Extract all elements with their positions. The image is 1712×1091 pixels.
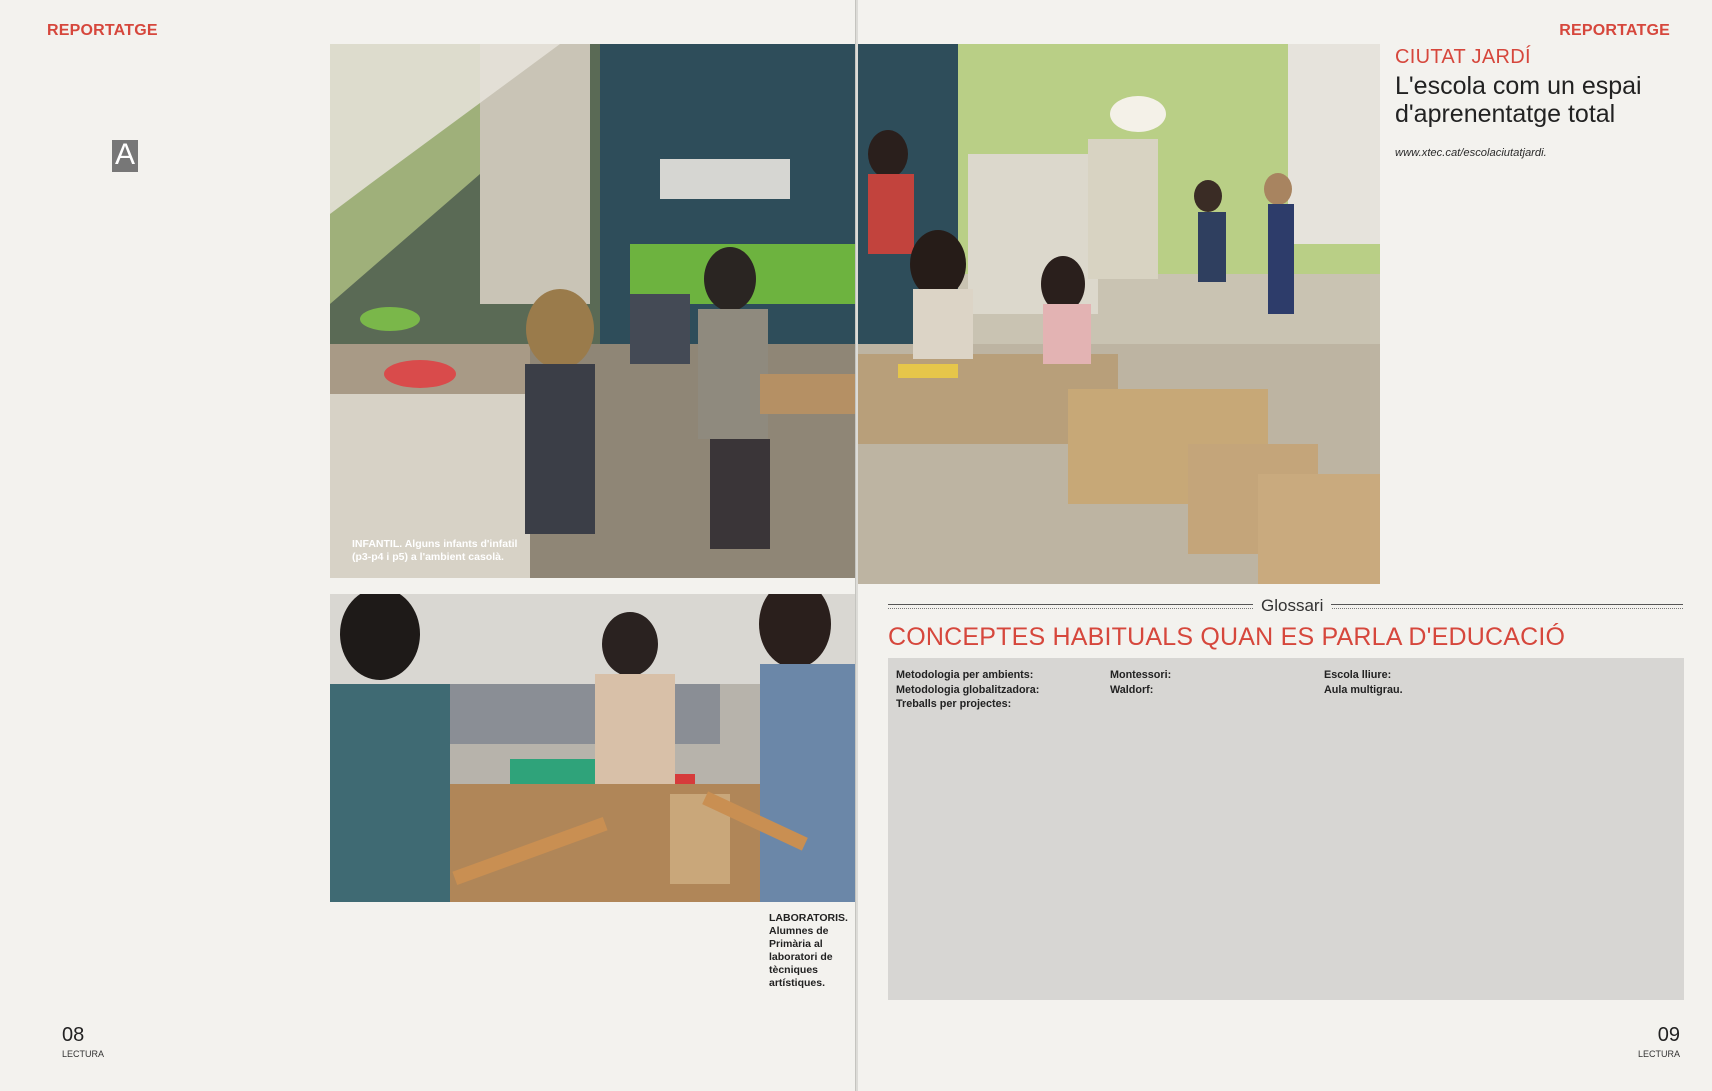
glossary-column-1	[896, 668, 1098, 712]
glossary-entry	[1110, 683, 1312, 698]
school-url: www.xtec.cat/escolaciutatjardi.	[1395, 147, 1547, 159]
article-headline: L'escola com un espai d'aprenentatge total	[1395, 72, 1642, 128]
photo-top-caption: INFANTIL. Alguns infants d'infatil (p3-p4 i p5) a l'ambient casolà.	[352, 538, 518, 563]
page-folio-right	[1638, 1025, 1680, 1059]
glossary-box	[888, 658, 1684, 1000]
article-intro	[1395, 146, 1677, 161]
glossary-term: Waldorf:	[1110, 683, 1154, 696]
page-number: 09	[1657, 1024, 1680, 1046]
glossary-entry	[1324, 668, 1526, 683]
page-number: 08	[62, 1024, 85, 1046]
article-kicker: CIUTAT JARDÍ	[1395, 46, 1531, 68]
glossary-term: Metodologia globalitzadora:	[896, 683, 1040, 696]
glossary-term: Escola lliure:	[1324, 669, 1392, 681]
magazine-name: LECTURA	[62, 1049, 105, 1059]
photo-classroom-environment	[858, 44, 1380, 584]
article-column-1	[112, 138, 315, 172]
glossary-entry	[896, 697, 1098, 712]
glossary-entry	[1110, 668, 1312, 683]
glossary-column-3	[1324, 668, 1526, 697]
glossary-column-2	[1110, 668, 1312, 697]
photo-classroom-environment-image	[858, 44, 1380, 584]
page-folio-left	[62, 1025, 104, 1059]
glossary-entry	[896, 668, 1098, 683]
glossary-term: Aula multigrau.	[1324, 683, 1403, 696]
section-tag: REPORTATGE	[1559, 22, 1670, 39]
photo-bottom-caption: LABORATORIS. Alumnes de Primària al laboratori de tècniques artístiques.	[769, 912, 848, 989]
glossary-entry	[1324, 683, 1526, 698]
right-page	[858, 0, 1712, 1091]
photo-classroom-kitchen-image	[330, 44, 856, 578]
glossary-term: Metodologia per ambients:	[896, 669, 1034, 681]
glossary-title: CONCEPTES HABITUALS QUAN ES PARLA D'EDUCACIÓ	[888, 623, 1566, 651]
section-tag: REPORTATGE	[47, 22, 158, 39]
glossary-term: Montessori:	[1110, 669, 1172, 681]
photo-art-laboratory-image	[330, 594, 856, 902]
magazine-name: LECTURA	[1637, 1049, 1680, 1059]
glossary-term: Treballs per projectes:	[896, 698, 1012, 711]
photo-art-laboratory	[330, 594, 856, 902]
glossary-label: Glossari	[1253, 596, 1331, 616]
photo-classroom-kitchen	[330, 44, 856, 578]
glossary-entry	[896, 683, 1098, 698]
drop-cap: A	[112, 140, 138, 172]
